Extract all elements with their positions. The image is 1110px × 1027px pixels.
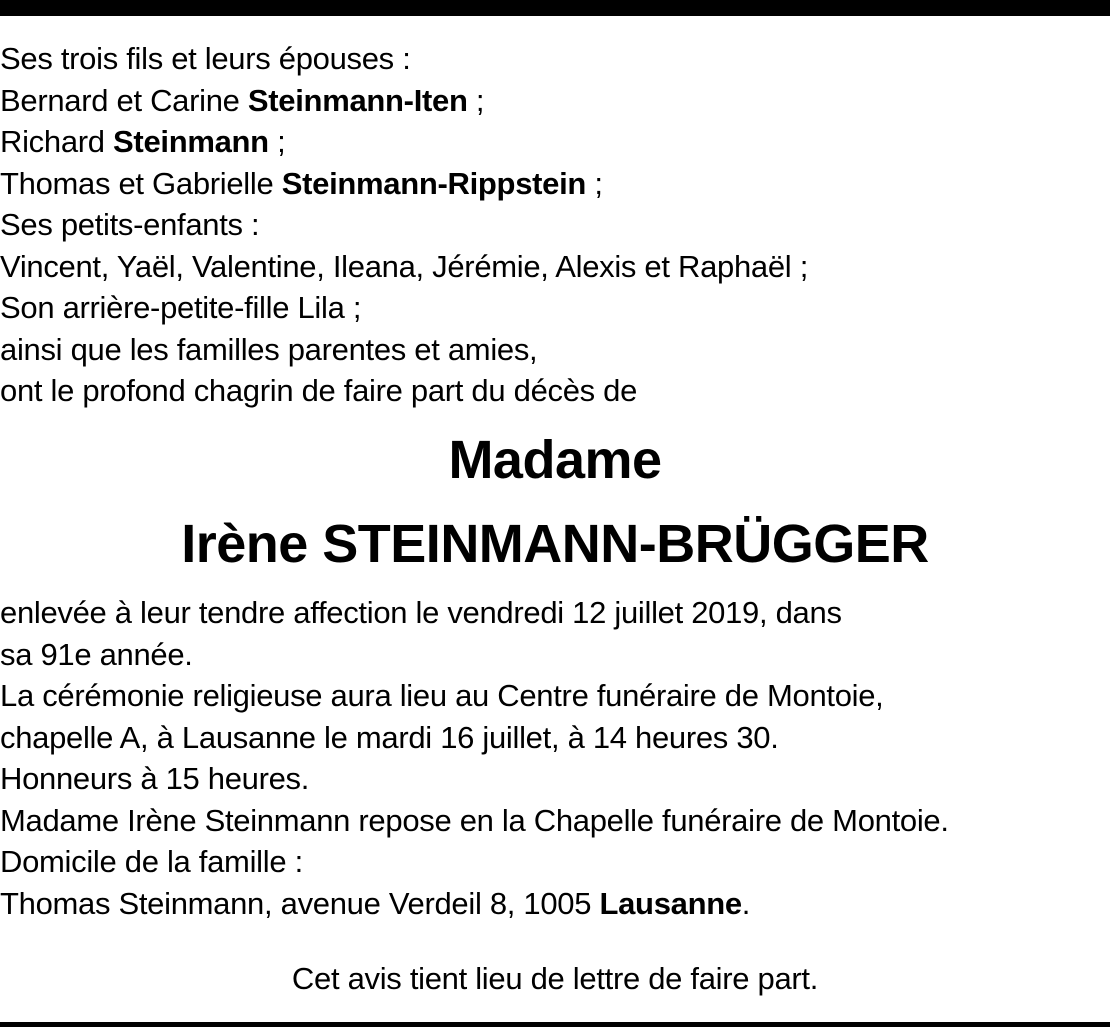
detail-line: Madame Irène Steinmann repose en la Chapelle funéraire de Montoie.	[0, 802, 949, 838]
deceased-title: Madame	[448, 430, 662, 490]
family-name: Steinmann-Iten	[247, 82, 468, 118]
ceremony-details	[0, 592, 1105, 924]
detail-line: Domicile de la famille :	[0, 844, 303, 879]
address: Thomas Steinmann, avenue Verdeil 8, 1005	[0, 885, 600, 921]
announcement-line: Ses petits-enfants :	[0, 207, 260, 242]
separator: ;	[586, 165, 603, 201]
detail-line: enlevée à leur tendre affection le vendredi 12 juillet 2019, dans	[0, 595, 842, 630]
announcement-line	[0, 80, 1105, 122]
announcement-line: Ses trois fils et leurs épouses :	[0, 41, 411, 76]
announcement-line	[0, 121, 1105, 163]
detail-line: chapelle A, à Lausanne le mardi 16 juillet, à 14 heures 30.	[0, 719, 779, 755]
deceased-name: Irène STEINMANN-BRÜGGER	[181, 514, 929, 574]
family-name: Steinmann-Rippstein	[281, 165, 587, 201]
announcement-line	[0, 163, 1105, 205]
first-names: Richard	[0, 124, 114, 159]
announcement-line: ainsi que les familles parentes et amies,	[0, 331, 538, 367]
city: Lausanne	[599, 885, 742, 921]
period: .	[741, 885, 751, 921]
family-address-line	[0, 883, 1105, 925]
detail-line: sa 91e année.	[0, 636, 193, 672]
announcement-line: Vincent, Yaël, Valentine, Ileana, Jérémie, Alexis et Raphaël ;	[0, 248, 809, 284]
detail-line: Honneurs à 15 heures.	[0, 761, 310, 796]
top-border-rule	[0, 0, 1110, 16]
family-name: Steinmann	[113, 124, 269, 159]
detail-line: La cérémonie religieuse aura lieu au Centre funéraire de Montoie,	[0, 678, 884, 713]
announcement-line: Son arrière-petite-fille Lila ;	[0, 290, 362, 325]
closing-note: Cet avis tient lieu de lettre de faire part.	[291, 961, 819, 996]
family-announcement	[0, 38, 1105, 412]
first-names: Thomas et Gabrielle	[0, 165, 282, 201]
bottom-border-rule	[0, 1022, 1110, 1027]
announcement-line: ont le profond chagrin de faire part du décès de	[0, 373, 638, 408]
separator: ;	[467, 82, 485, 118]
separator: ;	[268, 124, 286, 159]
first-names: Bernard et Carine	[0, 82, 248, 118]
